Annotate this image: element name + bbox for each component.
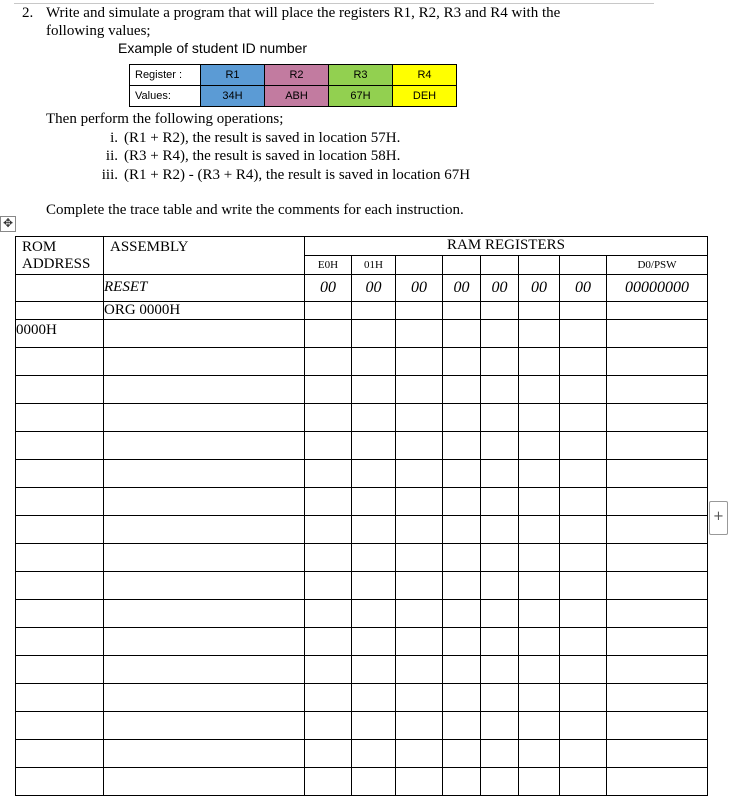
ram-cell[interactable] xyxy=(560,460,607,488)
ram-cell[interactable] xyxy=(607,544,708,572)
rom-header-line-2: ADDRESS xyxy=(22,256,91,272)
add-row-icon[interactable]: + xyxy=(709,501,728,535)
trace-row xyxy=(16,404,708,432)
ram-cell[interactable] xyxy=(352,768,396,796)
question-line-2: following values; xyxy=(46,23,151,39)
ram-cell[interactable] xyxy=(607,628,708,656)
ram-cell[interactable] xyxy=(519,432,560,460)
ram-cell[interactable] xyxy=(305,544,352,572)
rom-cell[interactable] xyxy=(16,628,104,656)
rom-address-header xyxy=(16,237,104,275)
complete-instruction: Complete the trace table and write the comments for each instruction. xyxy=(46,202,464,218)
ram-cell[interactable] xyxy=(607,488,708,516)
ram-cell[interactable] xyxy=(443,712,481,740)
register-name-r3: R3 xyxy=(329,65,393,86)
ram-cell[interactable] xyxy=(481,544,519,572)
ram-value[interactable]: 00 xyxy=(305,275,352,302)
ram-cell[interactable] xyxy=(481,572,519,600)
assembly-header: ASSEMBLY xyxy=(104,237,305,275)
ram-value[interactable]: 00 xyxy=(352,275,396,302)
trace-table xyxy=(15,236,708,796)
ram-value[interactable]: 00 xyxy=(481,275,519,302)
trace-row xyxy=(16,572,708,600)
ram-cell[interactable] xyxy=(352,544,396,572)
ram-cell[interactable] xyxy=(560,544,607,572)
rom-cell[interactable] xyxy=(16,376,104,404)
operation-item xyxy=(92,147,470,166)
ram-cell[interactable] xyxy=(396,572,443,600)
ram-cell[interactable] xyxy=(443,684,481,712)
ram-cell[interactable] xyxy=(607,432,708,460)
ram-value[interactable]: 00 xyxy=(519,275,560,302)
trace-header-row xyxy=(16,237,708,256)
ram-cell[interactable] xyxy=(607,302,708,320)
ram-cell[interactable] xyxy=(352,302,396,320)
ram-cell[interactable] xyxy=(560,516,607,544)
ram-cell[interactable] xyxy=(481,768,519,796)
ram-cell[interactable] xyxy=(607,348,708,376)
ram-col-blank xyxy=(443,256,481,275)
ram-cell[interactable] xyxy=(352,320,396,348)
asm-cell[interactable] xyxy=(104,656,305,684)
ram-cell[interactable] xyxy=(443,768,481,796)
ram-cell[interactable] xyxy=(352,712,396,740)
ram-cell[interactable] xyxy=(305,320,352,348)
asm-cell[interactable] xyxy=(104,740,305,768)
ram-cell[interactable] xyxy=(481,302,519,320)
operation-text: (R1 + R2), the result is saved in location 57H. xyxy=(124,129,401,146)
asm-cell[interactable] xyxy=(104,516,305,544)
ram-col-psw: D0/PSW xyxy=(607,256,708,275)
ram-cell[interactable] xyxy=(352,376,396,404)
ram-cell[interactable] xyxy=(560,348,607,376)
ram-cell[interactable] xyxy=(396,712,443,740)
rom-header-line-1: ROM xyxy=(22,239,57,255)
register-name-r1: R1 xyxy=(201,65,265,86)
question-number: 2. xyxy=(22,5,34,21)
ram-col-blank xyxy=(519,256,560,275)
question-text xyxy=(46,4,646,40)
ram-cell[interactable] xyxy=(607,656,708,684)
trace-row xyxy=(16,684,708,712)
trace-row xyxy=(16,600,708,628)
ram-cell[interactable] xyxy=(443,320,481,348)
ram-cell[interactable] xyxy=(443,656,481,684)
operations-list xyxy=(92,129,470,185)
ram-cell[interactable] xyxy=(560,600,607,628)
trace-row xyxy=(16,712,708,740)
ram-cell[interactable] xyxy=(481,460,519,488)
ram-cell[interactable] xyxy=(352,600,396,628)
ram-value[interactable]: 00 xyxy=(443,275,481,302)
ram-cell[interactable] xyxy=(607,572,708,600)
rom-cell[interactable] xyxy=(16,740,104,768)
operation-item xyxy=(92,129,470,148)
rom-cell[interactable] xyxy=(16,684,104,712)
ram-cell[interactable] xyxy=(607,684,708,712)
values-row xyxy=(130,86,457,107)
asm-cell[interactable] xyxy=(104,628,305,656)
ram-cell[interactable] xyxy=(607,404,708,432)
ram-cell[interactable] xyxy=(607,600,708,628)
ram-cell[interactable] xyxy=(443,488,481,516)
trace-row xyxy=(16,628,708,656)
ram-cell[interactable] xyxy=(352,740,396,768)
ram-value[interactable]: 00 xyxy=(396,275,443,302)
ram-cell[interactable] xyxy=(560,572,607,600)
register-value-r3: 67H xyxy=(329,86,393,107)
ram-cell[interactable] xyxy=(396,348,443,376)
ram-cell[interactable] xyxy=(443,404,481,432)
trace-row xyxy=(16,348,708,376)
ram-cell[interactable] xyxy=(305,376,352,404)
ram-col-blank xyxy=(560,256,607,275)
ram-cell[interactable] xyxy=(305,572,352,600)
asm-cell[interactable] xyxy=(104,684,305,712)
rom-cell[interactable] xyxy=(16,404,104,432)
ram-cell[interactable] xyxy=(305,302,352,320)
asm-cell-reset[interactable]: RESET xyxy=(104,275,305,302)
asm-cell[interactable] xyxy=(104,544,305,572)
trace-row xyxy=(16,488,708,516)
register-name-r2: R2 xyxy=(265,65,329,86)
ram-cell[interactable] xyxy=(396,516,443,544)
ram-cell[interactable] xyxy=(519,600,560,628)
register-value-r4: DEH xyxy=(393,86,457,107)
operation-text: (R1 + R2) - (R3 + R4), the result is saved in location 67H xyxy=(124,166,471,183)
ram-cell[interactable] xyxy=(519,684,560,712)
ram-cell[interactable] xyxy=(519,740,560,768)
asm-cell[interactable] xyxy=(104,488,305,516)
ram-cell[interactable] xyxy=(481,404,519,432)
asm-cell[interactable] xyxy=(104,404,305,432)
ram-cell[interactable] xyxy=(519,572,560,600)
register-value-r1: 34H xyxy=(201,86,265,107)
ram-cell[interactable] xyxy=(607,712,708,740)
ram-cell[interactable] xyxy=(560,656,607,684)
ram-cell[interactable] xyxy=(519,376,560,404)
rom-cell[interactable] xyxy=(16,600,104,628)
ram-cell[interactable] xyxy=(560,320,607,348)
ram-cell[interactable] xyxy=(481,348,519,376)
ram-cell[interactable] xyxy=(305,684,352,712)
operation-item xyxy=(92,166,470,185)
trace-row xyxy=(16,740,708,768)
ram-cell[interactable] xyxy=(443,740,481,768)
operation-index: ii. xyxy=(105,148,118,164)
asm-cell[interactable] xyxy=(104,432,305,460)
ram-col-blank xyxy=(396,256,443,275)
asm-cell[interactable] xyxy=(104,320,305,348)
trace-row xyxy=(16,768,708,796)
ram-cell[interactable] xyxy=(607,516,708,544)
rom-cell[interactable] xyxy=(16,302,104,320)
ram-cell[interactable] xyxy=(396,544,443,572)
trace-reset-row xyxy=(16,275,708,302)
rom-cell[interactable] xyxy=(16,432,104,460)
ram-cell[interactable] xyxy=(305,656,352,684)
rom-cell[interactable] xyxy=(16,544,104,572)
ram-cell[interactable] xyxy=(519,302,560,320)
asm-cell[interactable] xyxy=(104,460,305,488)
question-line-1: Write and simulate a program that will place the registers R1, R2, R3 and R4 with the xyxy=(46,5,561,21)
ram-cell[interactable] xyxy=(352,460,396,488)
psw-value[interactable]: 00000000 xyxy=(607,275,708,302)
values-row-label: Values: xyxy=(130,86,201,107)
ram-cell[interactable] xyxy=(481,712,519,740)
ram-cell[interactable] xyxy=(519,544,560,572)
ram-cell[interactable] xyxy=(560,302,607,320)
ram-cell[interactable] xyxy=(481,600,519,628)
ram-cell[interactable] xyxy=(560,768,607,796)
ram-cell[interactable] xyxy=(481,516,519,544)
ram-cell[interactable] xyxy=(481,628,519,656)
ram-cell[interactable] xyxy=(519,712,560,740)
ram-cell[interactable] xyxy=(305,600,352,628)
ram-cell[interactable] xyxy=(396,460,443,488)
ram-cell[interactable] xyxy=(443,376,481,404)
ram-cell[interactable] xyxy=(396,628,443,656)
ram-cell[interactable] xyxy=(305,740,352,768)
ram-cell[interactable] xyxy=(396,488,443,516)
ram-cell[interactable] xyxy=(519,488,560,516)
ram-cell[interactable] xyxy=(560,376,607,404)
ram-cell[interactable] xyxy=(443,432,481,460)
ram-cell[interactable] xyxy=(560,740,607,768)
ram-cell[interactable] xyxy=(352,572,396,600)
ram-cell[interactable] xyxy=(519,320,560,348)
ram-cell[interactable] xyxy=(481,740,519,768)
rom-cell[interactable] xyxy=(16,460,104,488)
ram-cell[interactable] xyxy=(443,544,481,572)
ram-cell[interactable] xyxy=(305,712,352,740)
trace-row xyxy=(16,376,708,404)
ram-cell[interactable] xyxy=(396,404,443,432)
ram-cell[interactable] xyxy=(560,712,607,740)
ram-cell[interactable] xyxy=(396,320,443,348)
ram-cell[interactable] xyxy=(396,376,443,404)
register-table xyxy=(129,64,457,107)
asm-cell[interactable] xyxy=(104,348,305,376)
ram-cell[interactable] xyxy=(305,460,352,488)
operation-index: i. xyxy=(110,129,118,146)
ram-cell[interactable] xyxy=(481,656,519,684)
ram-cell[interactable] xyxy=(560,628,607,656)
asm-cell[interactable] xyxy=(104,600,305,628)
ram-cell[interactable] xyxy=(607,460,708,488)
ram-cell[interactable] xyxy=(481,684,519,712)
ram-col-01h: 01H xyxy=(352,256,396,275)
operation-index: iii. xyxy=(101,166,118,183)
register-row xyxy=(130,65,457,86)
ram-cell[interactable] xyxy=(305,768,352,796)
ram-cell[interactable] xyxy=(443,348,481,376)
rom-cell[interactable] xyxy=(16,572,104,600)
rom-cell[interactable] xyxy=(16,712,104,740)
ram-cell[interactable] xyxy=(481,488,519,516)
ram-cell[interactable] xyxy=(305,516,352,544)
ram-cell[interactable] xyxy=(519,768,560,796)
ram-cell[interactable] xyxy=(352,516,396,544)
ram-cell[interactable] xyxy=(560,404,607,432)
ram-cell[interactable] xyxy=(519,348,560,376)
ram-cell[interactable] xyxy=(443,516,481,544)
ram-cell[interactable] xyxy=(519,516,560,544)
ram-cell[interactable] xyxy=(396,302,443,320)
ram-cell[interactable] xyxy=(305,348,352,376)
ram-cell[interactable] xyxy=(607,768,708,796)
example-label: Example of student ID number xyxy=(118,40,308,56)
trace-row xyxy=(16,320,708,348)
ram-cell[interactable] xyxy=(443,600,481,628)
ram-col-e0h: E0H xyxy=(305,256,352,275)
ram-col-blank xyxy=(481,256,519,275)
ram-cell[interactable] xyxy=(305,488,352,516)
ram-cell[interactable] xyxy=(396,432,443,460)
asm-cell[interactable] xyxy=(104,712,305,740)
trace-org-row xyxy=(16,302,708,320)
ram-cell[interactable] xyxy=(560,684,607,712)
trace-row xyxy=(16,656,708,684)
ram-cell[interactable] xyxy=(396,684,443,712)
ram-cell[interactable] xyxy=(607,740,708,768)
ram-cell[interactable] xyxy=(607,376,708,404)
ram-cell[interactable] xyxy=(352,348,396,376)
ram-cell[interactable] xyxy=(305,628,352,656)
ram-cell[interactable] xyxy=(560,488,607,516)
trace-row xyxy=(16,460,708,488)
ram-cell[interactable] xyxy=(352,432,396,460)
ram-cell[interactable] xyxy=(396,768,443,796)
ram-cell[interactable] xyxy=(519,404,560,432)
ram-cell[interactable] xyxy=(481,320,519,348)
ram-cell[interactable] xyxy=(352,404,396,432)
ram-cell[interactable] xyxy=(396,656,443,684)
ram-cell[interactable] xyxy=(352,656,396,684)
rom-cell[interactable] xyxy=(16,348,104,376)
asm-cell[interactable] xyxy=(104,376,305,404)
ram-cell[interactable] xyxy=(481,376,519,404)
ram-cell[interactable] xyxy=(443,460,481,488)
ram-cell[interactable] xyxy=(560,432,607,460)
operation-text: (R3 + R4), the result is saved in location 58H. xyxy=(124,148,401,164)
ram-cell[interactable] xyxy=(305,404,352,432)
register-value-r2: ABH xyxy=(265,86,329,107)
ram-cell[interactable] xyxy=(352,488,396,516)
trace-row xyxy=(16,544,708,572)
trace-row xyxy=(16,516,708,544)
rom-cell[interactable] xyxy=(16,516,104,544)
asm-cell-org[interactable]: ORG 0000H xyxy=(104,302,305,320)
ram-cell[interactable] xyxy=(519,460,560,488)
ram-cell[interactable] xyxy=(305,432,352,460)
ram-registers-header: RAM REGISTERS xyxy=(305,237,708,256)
operations xyxy=(46,110,470,184)
ram-cell[interactable] xyxy=(443,302,481,320)
ram-cell[interactable] xyxy=(443,572,481,600)
ram-cell[interactable] xyxy=(519,656,560,684)
register-name-r4: R4 xyxy=(393,65,457,86)
operations-intro: Then perform the following operations; xyxy=(46,111,284,127)
ram-cell[interactable] xyxy=(443,628,481,656)
ram-cell[interactable] xyxy=(607,320,708,348)
ram-cell[interactable] xyxy=(396,740,443,768)
rom-cell[interactable] xyxy=(16,275,104,302)
asm-cell[interactable] xyxy=(104,768,305,796)
asm-cell[interactable] xyxy=(104,572,305,600)
ram-value[interactable]: 00 xyxy=(560,275,607,302)
move-handle-icon[interactable]: ✥ xyxy=(0,216,16,232)
rom-cell[interactable] xyxy=(16,656,104,684)
ram-cell[interactable] xyxy=(352,628,396,656)
rom-cell[interactable] xyxy=(16,768,104,796)
ram-cell[interactable] xyxy=(519,628,560,656)
ram-cell[interactable] xyxy=(481,432,519,460)
rom-cell-first[interactable]: 0000H xyxy=(16,320,104,348)
rom-cell[interactable] xyxy=(16,488,104,516)
trace-row xyxy=(16,432,708,460)
register-row-label: Register : xyxy=(130,65,201,86)
ram-cell[interactable] xyxy=(396,600,443,628)
ram-cell[interactable] xyxy=(352,684,396,712)
